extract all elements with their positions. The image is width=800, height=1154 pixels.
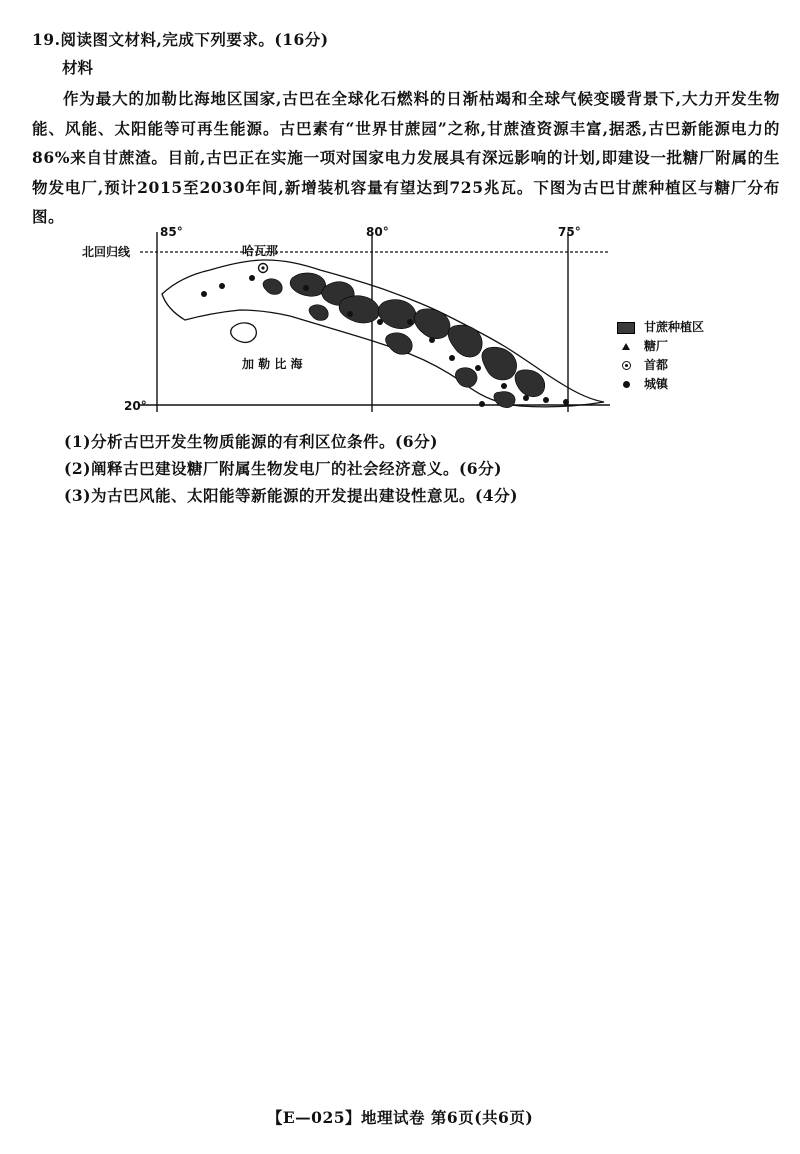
question-title: 19.阅读图文材料,完成下列要求。(16分) [32, 30, 329, 49]
legend-item-sugarcane: 甘蔗种植区 [614, 318, 704, 337]
capital-label: 哈瓦那 [242, 244, 279, 258]
sub-questions [64, 428, 518, 509]
lat-label-20: 20° [124, 399, 147, 413]
lon-label-75: 75° [558, 225, 581, 239]
isla-juventud [231, 323, 257, 342]
havana-capital [259, 264, 268, 273]
legend-item-sugar-mill: 糖厂 [614, 337, 704, 356]
sub-question-1: (1)分析古巴开发生物质能源的有利区位条件。(6分) [64, 432, 438, 451]
material-paragraph: 作为最大的加勒比海地区国家,古巴在全球化石燃料的日渐枯竭和全球气候变暖背景下,大力开发生物能、风能、太阳能等可再生能源。古巴素有“世界甘蔗园”之称,甘蔗渣资源丰富,据悉,古巴新能源电力的86%来自甘蔗渣。目前,古巴正在实施一项对国家电力发展具有深远影响的计划,即建设一批糖厂附属的生物发电厂,预计2015至2030年间,新增装机容量有望达到725兆瓦。下图为古巴甘蔗种植区与糖厂分布图。 [32, 89, 780, 226]
lon-label-80: 80° [366, 225, 389, 239]
legend-item-capital: 首都 [614, 356, 704, 375]
tropic-label: 北回归线 [82, 245, 131, 259]
sea-label: 加 勒 比 海 [242, 357, 303, 371]
capital-icon [622, 361, 631, 370]
triangle-icon [622, 343, 630, 350]
town-dot-icon [623, 381, 630, 388]
lon-label-85: 85° [160, 225, 183, 239]
sub-question-3: (3)为古巴风能、太阳能等新能源的开发提出建设性意见。(4分) [64, 486, 518, 505]
page-footer: 【E—025】地理试卷 第6页(共6页) [266, 1108, 534, 1127]
material-label: 材料 [62, 58, 94, 77]
sub-question-2: (2)阐释古巴建设糖厂附属生物发电厂的社会经济意义。(6分) [64, 459, 502, 478]
legend-item-town: 城镇 [614, 375, 704, 394]
towns [201, 275, 569, 407]
map-legend [614, 318, 704, 394]
sugarcane-swatch-icon [617, 322, 635, 334]
cuba-map [80, 222, 620, 422]
